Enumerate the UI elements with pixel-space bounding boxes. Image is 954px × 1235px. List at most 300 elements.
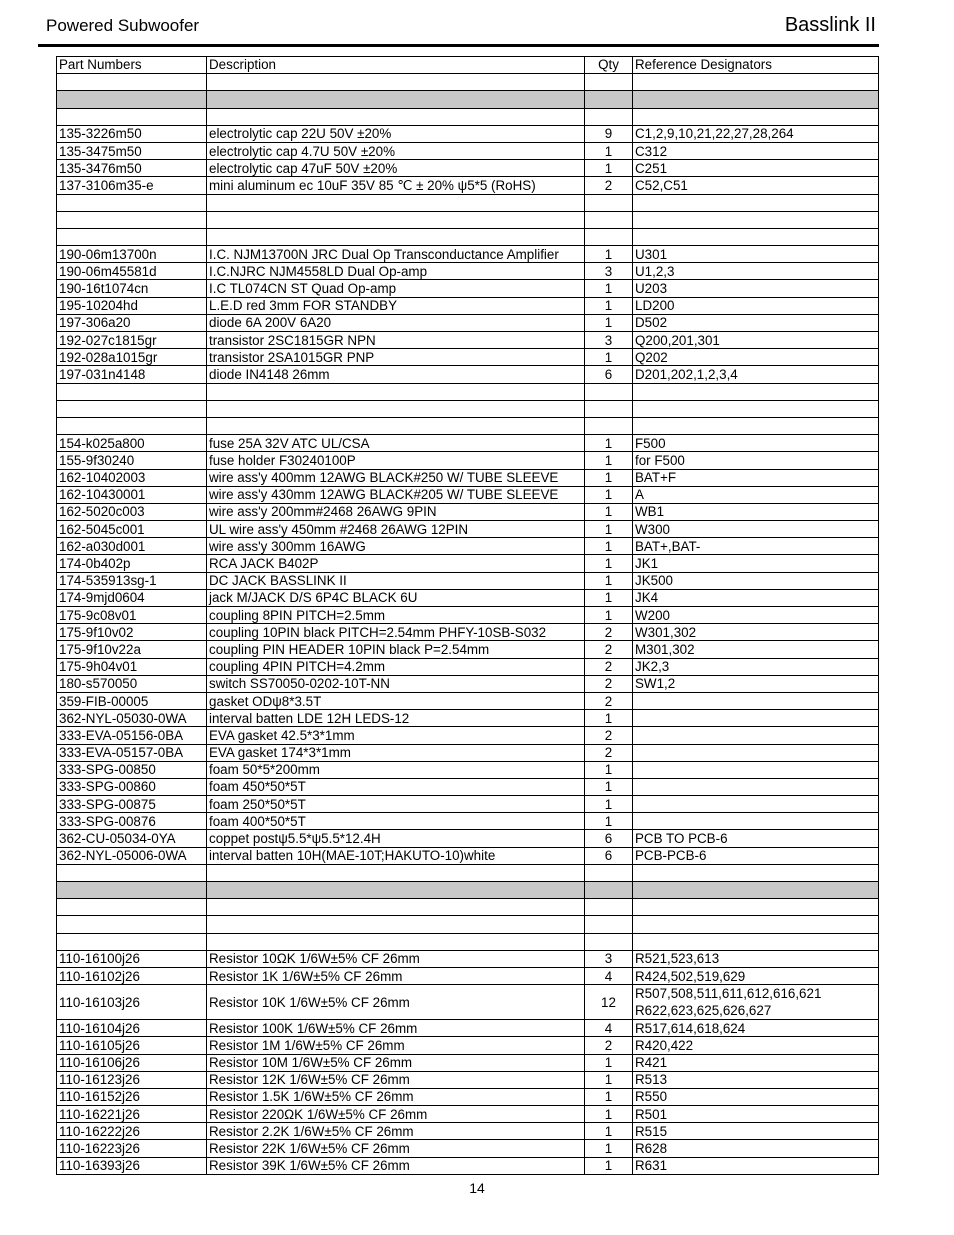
part-number-cell: 175-9f10v02 [57,624,207,641]
reference-designators-cell: R507,508,511,611,612,616,621 R622,623,625,626,627 [633,985,879,1020]
part-number-cell: 190-06m13700n [57,246,207,263]
table-row [57,761,879,778]
description-cell [207,916,585,933]
qty-cell: 1 [585,314,633,331]
reference-designators-cell [633,211,879,228]
column-header-qty: Qty [585,57,633,74]
qty-cell [585,899,633,916]
part-number-cell: 162-5020c003 [57,503,207,520]
parts-list-body [57,74,879,1175]
qty-cell [585,108,633,125]
page-number: 14 [469,1180,485,1196]
description-cell: Resistor 100K 1/6W±5% CF 26mm [207,1020,585,1037]
description-cell: Resistor 39K 1/6W±5% CF 26mm [207,1157,585,1174]
description-cell: EVA gasket 42.5*3*1mm [207,727,585,744]
table-row [57,1071,879,1088]
part-number-cell: 175-9h04v01 [57,658,207,675]
part-number-cell [57,91,207,108]
table-row [57,417,879,434]
table-row [57,452,879,469]
qty-cell [585,400,633,417]
part-number-cell: 110-16393j26 [57,1157,207,1174]
reference-designators-cell [633,933,879,950]
part-number-cell: 333-SPG-00850 [57,761,207,778]
description-cell: DC JACK BASSLINK II [207,572,585,589]
qty-cell: 2 [585,658,633,675]
part-number-cell [57,194,207,211]
description-cell [207,74,585,91]
reference-designators-cell: R421 [633,1054,879,1071]
reference-designators-cell: JK1 [633,555,879,572]
reference-designators-cell: for F500 [633,452,879,469]
table-row [57,899,879,916]
part-number-cell: 190-06m45581d [57,263,207,280]
part-number-cell: 333-SPG-00875 [57,796,207,813]
qty-cell: 1 [585,538,633,555]
part-number-cell: 190-16t1074cn [57,280,207,297]
qty-cell: 6 [585,847,633,864]
qty-cell [585,74,633,91]
table-row [57,710,879,727]
reference-designators-cell [633,864,879,881]
part-number-cell: 362-NYL-05030-0WA [57,710,207,727]
table-row [57,503,879,520]
qty-cell: 1 [585,761,633,778]
qty-cell: 1 [585,1123,633,1140]
part-number-cell: 197-306a20 [57,314,207,331]
reference-designators-cell [633,194,879,211]
table-row [57,778,879,795]
reference-designators-cell: Q202 [633,349,879,366]
reference-designators-cell [633,91,879,108]
qty-cell: 2 [585,744,633,761]
part-number-cell: 180-s570050 [57,675,207,692]
qty-cell: 1 [585,452,633,469]
description-cell: transistor 2SA1015GR PNP [207,349,585,366]
table-row [57,263,879,280]
table-row [57,435,879,452]
qty-cell: 4 [585,1020,633,1037]
reference-designators-cell [633,228,879,245]
description-cell: electrolytic cap 47uF 50V ±20% [207,160,585,177]
reference-designators-cell: C312 [633,142,879,159]
description-cell [207,933,585,950]
qty-cell: 1 [585,503,633,520]
table-row [57,349,879,366]
table-row [57,796,879,813]
table-row [57,91,879,108]
description-cell [207,108,585,125]
part-number-cell [57,933,207,950]
qty-cell: 2 [585,641,633,658]
part-number-cell: 333-EVA-05157-0BA [57,744,207,761]
table-row [57,297,879,314]
table-row [57,985,879,1020]
description-cell: interval batten LDE 12H LEDS-12 [207,710,585,727]
part-number-cell: 110-16105j26 [57,1037,207,1054]
qty-cell: 1 [585,813,633,830]
qty-cell: 1 [585,435,633,452]
reference-designators-cell [633,417,879,434]
reference-designators-cell: R501 [633,1106,879,1123]
qty-cell: 3 [585,950,633,967]
table-row [57,314,879,331]
description-cell [207,194,585,211]
table-row [57,486,879,503]
part-number-cell [57,383,207,400]
qty-cell: 6 [585,830,633,847]
qty-cell [585,211,633,228]
qty-cell [585,91,633,108]
part-number-cell: 110-16123j26 [57,1071,207,1088]
table-row [57,1106,879,1123]
qty-cell: 3 [585,263,633,280]
table-row [57,916,879,933]
description-cell [207,882,585,899]
table-row [57,332,879,349]
reference-designators-cell: R513 [633,1071,879,1088]
table-row [57,933,879,950]
reference-designators-cell [633,383,879,400]
part-number-cell [57,211,207,228]
reference-designators-cell [633,400,879,417]
description-cell: wire ass'y 400mm 12AWG BLACK#250 W/ TUBE SLEEVE [207,469,585,486]
reference-designators-cell: JK4 [633,589,879,606]
table-row [57,142,879,159]
qty-cell: 1 [585,280,633,297]
part-number-cell: 333-EVA-05156-0BA [57,727,207,744]
part-number-cell [57,228,207,245]
part-number-cell: 135-3476m50 [57,160,207,177]
reference-designators-cell [633,813,879,830]
qty-cell: 1 [585,1157,633,1174]
qty-cell [585,882,633,899]
qty-cell: 1 [585,469,633,486]
table-row [57,211,879,228]
reference-designators-cell: LD200 [633,297,879,314]
qty-cell: 2 [585,1037,633,1054]
table-row [57,589,879,606]
table-row [57,194,879,211]
qty-cell: 3 [585,332,633,349]
description-cell [207,864,585,881]
reference-designators-cell [633,744,879,761]
table-row [57,675,879,692]
part-number-cell: 175-9f10v22a [57,641,207,658]
reference-designators-cell: PCB-PCB-6 [633,847,879,864]
part-number-cell: 137-3106m35-e [57,177,207,194]
qty-cell: 1 [585,1140,633,1157]
description-cell: Resistor 2.2K 1/6W±5% CF 26mm [207,1123,585,1140]
reference-designators-cell: SW1,2 [633,675,879,692]
reference-designators-cell: R550 [633,1088,879,1105]
part-number-cell: 192-028a1015gr [57,349,207,366]
reference-designators-cell [633,778,879,795]
part-number-cell: 162-10402003 [57,469,207,486]
qty-cell: 12 [585,985,633,1020]
qty-cell: 2 [585,727,633,744]
description-cell: coupling PIN HEADER 10PIN black P=2.54mm [207,641,585,658]
qty-cell: 4 [585,967,633,984]
table-row [57,950,879,967]
part-number-cell [57,864,207,881]
description-cell: electrolytic cap 4.7U 50V ±20% [207,142,585,159]
table-row [57,692,879,709]
part-number-cell: 135-3475m50 [57,142,207,159]
qty-cell: 1 [585,572,633,589]
reference-designators-cell: JK500 [633,572,879,589]
qty-cell: 2 [585,675,633,692]
table-row [57,1123,879,1140]
table-row [57,74,879,91]
table-row [57,555,879,572]
description-cell: diode 6A 200V 6A20 [207,314,585,331]
qty-cell: 9 [585,125,633,142]
description-cell: electrolytic cap 22U 50V ±20% [207,125,585,142]
table-row [57,882,879,899]
reference-designators-cell: C52,C51 [633,177,879,194]
reference-designators-cell: W300 [633,521,879,538]
table-row [57,538,879,555]
description-cell: Resistor 1.5K 1/6W±5% CF 26mm [207,1088,585,1105]
table-row [57,280,879,297]
qty-cell: 1 [585,607,633,624]
part-number-cell: 174-9mjd0604 [57,589,207,606]
reference-designators-cell: A [633,486,879,503]
qty-cell [585,383,633,400]
reference-designators-cell [633,692,879,709]
qty-cell: 1 [585,160,633,177]
description-cell: I.C TL074CN ST Quad Op-amp [207,280,585,297]
part-number-cell: 110-16104j26 [57,1020,207,1037]
reference-designators-cell [633,108,879,125]
part-number-cell: 110-16103j26 [57,985,207,1020]
part-number-cell: 162-10430001 [57,486,207,503]
description-cell: diode IN4148 26mm [207,366,585,383]
qty-cell: 1 [585,1054,633,1071]
description-cell: Resistor 10K 1/6W±5% CF 26mm [207,985,585,1020]
reference-designators-cell: U203 [633,280,879,297]
description-cell: wire ass'y 300mm 16AWG [207,538,585,555]
description-cell: foam 450*50*5T [207,778,585,795]
column-header-part-numbers: Part Numbers [57,57,207,74]
table-row [57,572,879,589]
reference-designators-cell [633,727,879,744]
part-number-cell: 333-SPG-00876 [57,813,207,830]
reference-designators-cell: PCB TO PCB-6 [633,830,879,847]
reference-designators-cell: W301,302 [633,624,879,641]
reference-designators-cell: R420,422 [633,1037,879,1054]
qty-cell: 1 [585,796,633,813]
description-cell: coupling 4PIN PITCH=4.2mm [207,658,585,675]
reference-designators-cell: R517,614,618,624 [633,1020,879,1037]
reference-designators-cell: W200 [633,607,879,624]
part-number-cell: 110-16152j26 [57,1088,207,1105]
qty-cell [585,417,633,434]
part-number-cell: 362-NYL-05006-0WA [57,847,207,864]
description-cell: interval batten 10H(MAE-10T;HAKUTO-10)white [207,847,585,864]
part-number-cell: 110-16223j26 [57,1140,207,1157]
table-row [57,658,879,675]
qty-cell [585,916,633,933]
description-cell [207,91,585,108]
qty-cell: 1 [585,349,633,366]
reference-designators-cell: D502 [633,314,879,331]
description-cell: foam 400*50*5T [207,813,585,830]
qty-cell: 1 [585,486,633,503]
part-number-cell: 362-CU-05034-0YA [57,830,207,847]
table-row [57,1088,879,1105]
table-row [57,847,879,864]
table-row [57,228,879,245]
part-number-cell: 162-a030d001 [57,538,207,555]
reference-designators-cell: U301 [633,246,879,263]
description-cell: RCA JACK B402P [207,555,585,572]
description-cell: transistor 2SC1815GR NPN [207,332,585,349]
reference-designators-cell: U1,2,3 [633,263,879,280]
part-number-cell [57,916,207,933]
part-number-cell: 359-FIB-00005 [57,692,207,709]
qty-cell: 1 [585,246,633,263]
header-rule [38,44,879,47]
part-number-cell: 110-16221j26 [57,1106,207,1123]
description-cell: switch SS70050-0202-10T-NN [207,675,585,692]
qty-cell: 1 [585,589,633,606]
description-cell: fuse holder F30240100P [207,452,585,469]
table-row [57,521,879,538]
table-row [57,727,879,744]
qty-cell: 1 [585,1071,633,1088]
table-row [57,400,879,417]
qty-cell [585,228,633,245]
reference-designators-cell [633,882,879,899]
description-cell: Resistor 1K 1/6W±5% CF 26mm [207,967,585,984]
qty-cell: 2 [585,177,633,194]
reference-designators-cell: R521,523,613 [633,950,879,967]
part-number-cell: 175-9c08v01 [57,607,207,624]
part-number-cell: 333-SPG-00860 [57,778,207,795]
qty-cell: 1 [585,142,633,159]
qty-cell [585,864,633,881]
product-title: Basslink II [784,14,876,36]
description-cell: jack M/JACK D/S 6P4C BLACK 6U [207,589,585,606]
reference-designators-cell: R515 [633,1123,879,1140]
reference-designators-cell: R424,502,519,629 [633,967,879,984]
part-number-cell [57,882,207,899]
table-row [57,177,879,194]
description-cell: Resistor 12K 1/6W±5% CF 26mm [207,1071,585,1088]
part-number-cell: 135-3226m50 [57,125,207,142]
description-cell: wire ass'y 200mm#2468 26AWG 9PIN [207,503,585,520]
reference-designators-cell: JK2,3 [633,658,879,675]
description-cell: foam 50*5*200mm [207,761,585,778]
reference-designators-cell: D201,202,1,2,3,4 [633,366,879,383]
part-number-cell: 174-535913sg-1 [57,572,207,589]
part-number-cell [57,74,207,91]
table-row [57,125,879,142]
qty-cell: 2 [585,692,633,709]
column-header-description: Description [207,57,585,74]
reference-designators-cell: M301,302 [633,641,879,658]
description-cell: coupling 10PIN black PITCH=2.54mm PHFY-10SB-S032 [207,624,585,641]
description-cell: mini aluminum ec 10uF 35V 85 ℃ ± 20% ψ5*5 (RoHS) [207,177,585,194]
table-row [57,108,879,125]
part-number-cell: 110-16100j26 [57,950,207,967]
table-header-row [57,57,879,74]
table-row [57,744,879,761]
table-row [57,383,879,400]
description-cell [207,383,585,400]
reference-designators-cell [633,899,879,916]
qty-cell: 1 [585,710,633,727]
part-number-cell: 110-16222j26 [57,1123,207,1140]
document-subtitle: Powered Subwoofer [46,16,200,35]
reference-designators-cell [633,710,879,727]
description-cell [207,211,585,228]
qty-cell: 1 [585,555,633,572]
reference-designators-cell: Q200,201,301 [633,332,879,349]
table-row [57,1054,879,1071]
qty-cell: 2 [585,624,633,641]
part-number-cell: 154-k025a800 [57,435,207,452]
description-cell [207,417,585,434]
part-number-cell: 110-16102j26 [57,967,207,984]
description-cell: Resistor 1M 1/6W±5% CF 26mm [207,1037,585,1054]
description-cell: I.C.NJRC NJM4558LD Dual Op-amp [207,263,585,280]
part-number-cell: 110-16106j26 [57,1054,207,1071]
parts-list-table [56,56,879,1175]
part-number-cell: 192-027c1815gr [57,332,207,349]
description-cell: Resistor 220ΩK 1/6W±5% CF 26mm [207,1106,585,1123]
table-row [57,967,879,984]
part-number-cell [57,899,207,916]
table-row [57,830,879,847]
qty-cell: 6 [585,366,633,383]
qty-cell: 1 [585,778,633,795]
description-cell: UL wire ass'y 450mm #2468 26AWG 12PIN [207,521,585,538]
reference-designators-cell [633,761,879,778]
reference-designators-cell: R631 [633,1157,879,1174]
reference-designators-cell: BAT+,BAT- [633,538,879,555]
reference-designators-cell: R628 [633,1140,879,1157]
part-number-cell: 162-5045c001 [57,521,207,538]
reference-designators-cell: C1,2,9,10,21,22,27,28,264 [633,125,879,142]
table-row [57,246,879,263]
table-row [57,160,879,177]
description-cell: gasket ODψ8*3.5T [207,692,585,709]
qty-cell [585,933,633,950]
description-cell: Resistor 10M 1/6W±5% CF 26mm [207,1054,585,1071]
description-cell: Resistor 22K 1/6W±5% CF 26mm [207,1140,585,1157]
description-cell: coupling 8PIN PITCH=2.5mm [207,607,585,624]
table-row [57,366,879,383]
reference-designators-cell: F500 [633,435,879,452]
column-header-reference-designators: Reference Designators [633,57,879,74]
reference-designators-cell [633,916,879,933]
qty-cell: 1 [585,297,633,314]
description-cell: foam 250*50*5T [207,796,585,813]
qty-cell: 1 [585,1088,633,1105]
description-cell [207,228,585,245]
description-cell [207,899,585,916]
table-row [57,813,879,830]
part-number-cell: 155-9f30240 [57,452,207,469]
part-number-cell [57,417,207,434]
table-row [57,1020,879,1037]
table-row [57,469,879,486]
reference-designators-cell [633,74,879,91]
qty-cell: 1 [585,521,633,538]
